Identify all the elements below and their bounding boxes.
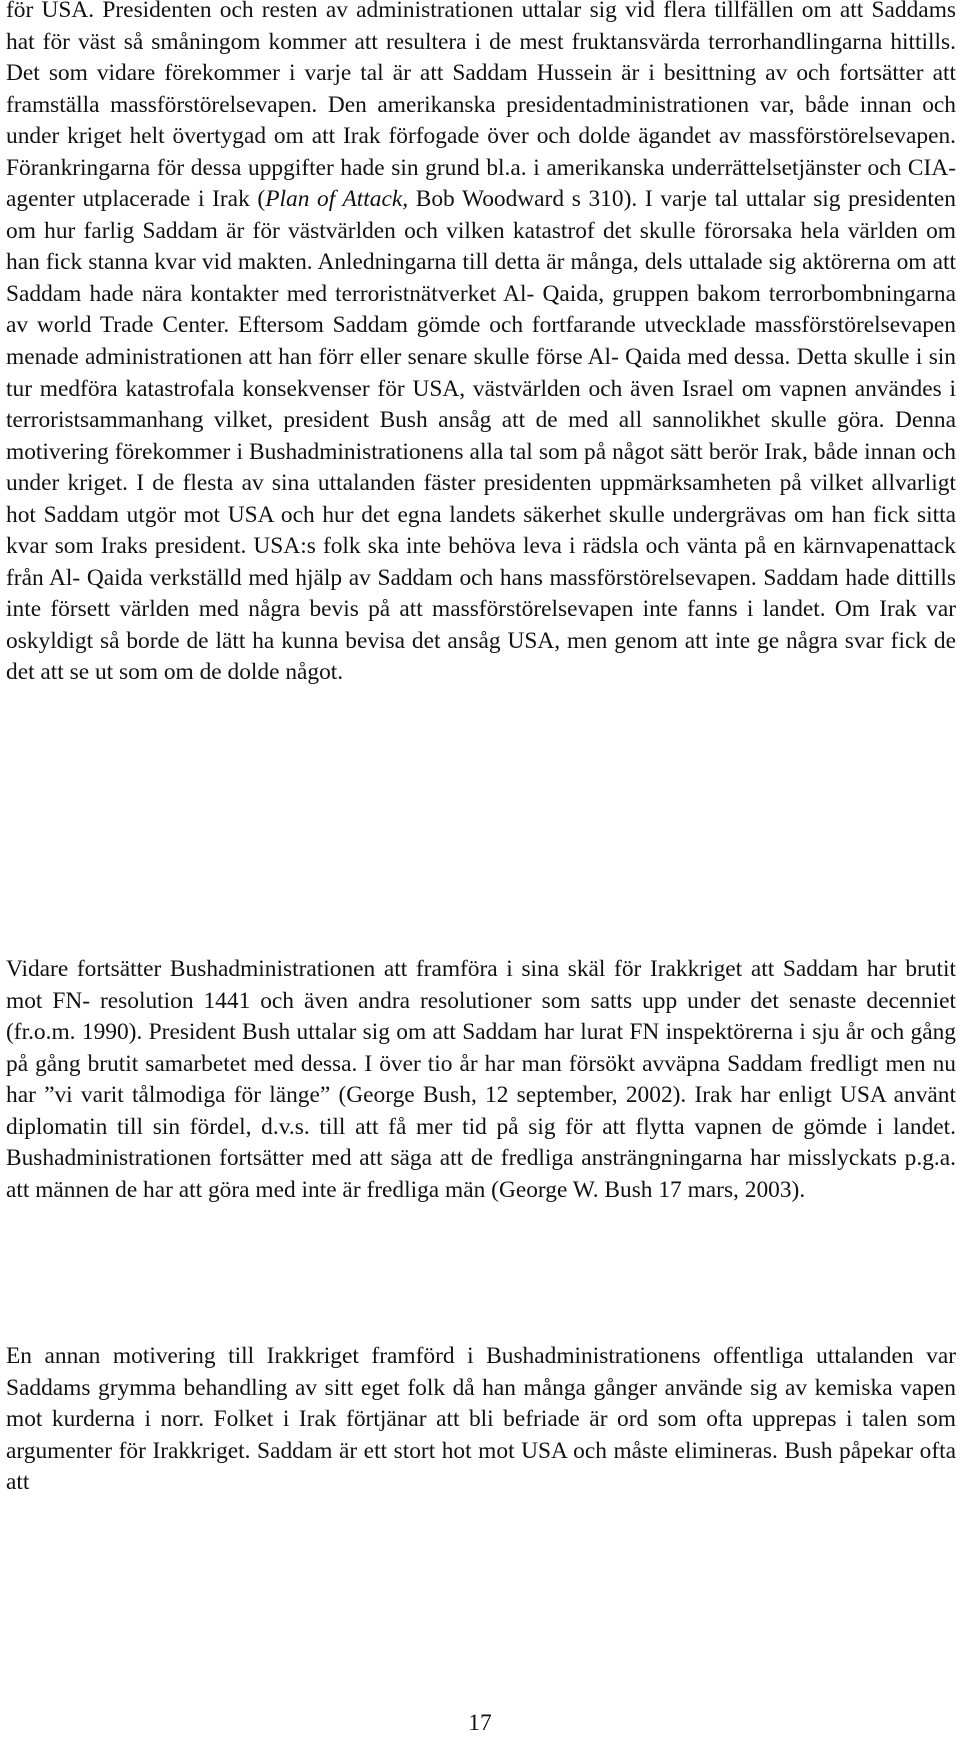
- paragraph-text: Vidare fortsätter Bushadministrationen att framföra i sina skäl för Irakkriget att Saddam har brutit mot FN- resolution 1441 och även andra resolutioner som satts upp under det senaste decenniet (fr.o.m. 1990). President Bush uttalar sig om att Saddam har lurat FN inspektörerna i sju år och gång på gång brutit samarbetet med dessa. I över tio år har man försökt avväpna Saddam fredligt men nu har ”vi varit tålmodiga för länge” (George Bush, 12 september, 2002). Irak har enligt USA använt diplomatin till sin fördel, d.v.s. till att få mer tid på sig för att flytta vapnen de gömde i landet. Bushadministrationen fortsätter med att säga att de fredliga ansträngningarna har misslyckats p.g.a. att männen de har att göra med inte är fredliga män (George W. Bush 17 mars, 2003).: [6, 956, 956, 1203]
- body-paragraph-2: [6, 954, 956, 1206]
- cited-book-title: Plan of Attack,: [265, 186, 409, 213]
- body-paragraph-1: [6, 0, 956, 689]
- paragraph-text-part-a: för USA. Presidenten och resten av administrationen uttalar sig vid flera tillfällen om att Saddams hat för väst så småningom kommer att resultera i de mest fruktansvärda terrorhandlingarna hittills. Det som vidare förekommer i varje tal är att Saddam Hussein är i besittning av och fortsätter att framställa massförstörelsevapen. Den amerikanska presidentadministrationen var, både innan och under kriget helt övertygad om att Irak förfogade över och dolde ägandet av massförstörelsevapen. Förankringarna för dessa uppgifter hade sin grund bl.a. i amerikanska underrättelsetjänster och CIA- agenter utplacerade i Irak (: [6, 0, 956, 213]
- page-number: 17: [468, 1710, 492, 1736]
- body-paragraph-3: [6, 1341, 956, 1499]
- paragraph-text: En annan motivering till Irakkriget framförd i Bushadministrationens offentliga uttalanden var Saddams grymma behandling av sitt eget folk då han många gånger använde sig av kemiska vapen mot kurderna i norr. Folket i Irak förtjänar att bli befriade är ord som ofta upprepas i talen som argumenter för Irakkriget. Saddam är ett stort hot mot USA och måste elimineras. Bush påpekar ofta att: [6, 1343, 956, 1496]
- paragraph-text-part-b: Bob Woodward s 310). I varje tal uttalar sig presidenten om hur farlig Saddam är för västvärlden och vilken katastrof det skulle förorsaka hela världen om han fick stanna kvar vid makten. Anledningarna till detta är många, dels uttalade sig aktörerna om att Saddam hade nära kontakter med terroristnätverket Al- Qaida, gruppen bakom terrorbombningarna av world Trade Center. Eftersom Saddam gömde och fortfarande utvecklade massförstörelsevapen menade administrationen att han förr eller senare skulle förse Al- Qaida med dessa. Detta skulle i sin tur medföra katastrofala konsekvenser för USA, västvärlden och även Israel om vapnen användes i terroristsammanhang vilket, president Bush ansåg att de med all sannolikhet skulle göra. Denna motivering förekommer i Bushadministrationens alla tal som på något sätt berör Irak, både innan och under kriget. I de flesta av sina uttalanden fäster presidenten uppmärksamheten på vilket allvarligt hot Saddam utgör mot USA och hur det egna landets säkerhet skulle undergrävas om han fick sitta kvar som Iraks president. USA:s folk ska inte behöva leva i rädsla och vänta på en kärnvapenattack från Al- Qaida verkställd med hjälp av Saddam och hans massförstörelsevapen. Saddam hade dittills inte försett världen med några bevis på att massförstörelsevapen inte fanns i landet. Om Irak var oskyldigt så borde de lätt ha kunna bevisa det ansåg USA, men genom att inte ge några svar fick de det att se ut som om de dolde något.: [6, 186, 956, 686]
- paragraph-text: [6, 0, 956, 689]
